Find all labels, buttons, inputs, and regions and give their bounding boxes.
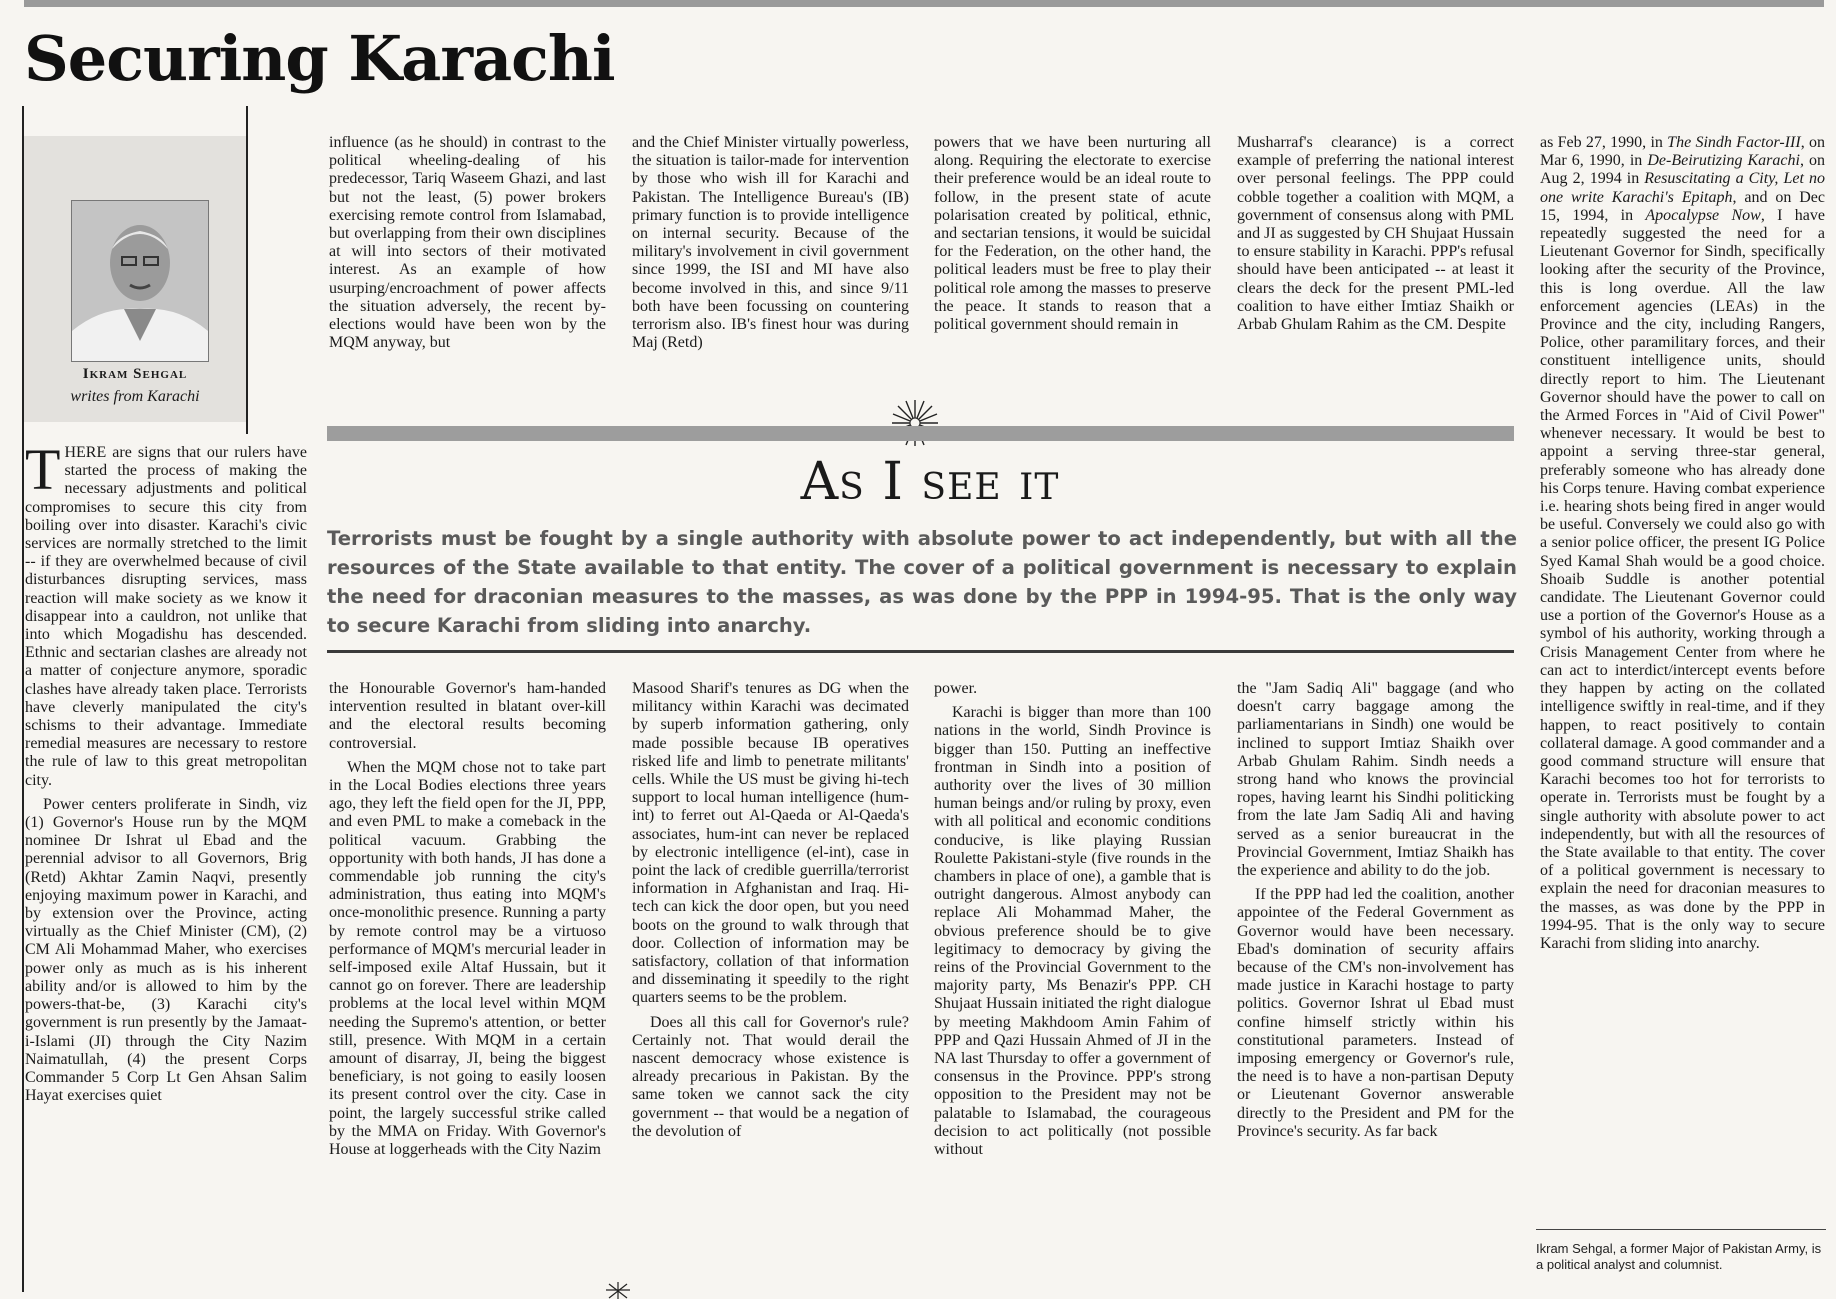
column-5-bottom: the "Jam Sadiq Ali" baggage (and who doesn't carry baggage among the parliamentarians in Sindh) one would be inclined to support Imtiaz Shaikh over Arbab Ghulam Rahim. Sindh needs a strong hand who knows the provincial ropes, having learnt his Sindhi politicking from the late Jam Sadiq Ali and having served as a senior bureaucrat in the Provincial Government, Imtiaz Shaikh has the experience and ability to do the job. If the PPP had led the coalition, another appointee of the Federal Government as Governor would have been necessary. Ebad's domination of security affairs because of the CM's non-involvement has made justice in Karachi hostage to party politics. Governor Ishrat ul Ebad must confine himself strictly within his constitutional parameters. Instead of imposing emergency or Governor's rule, the need is to have a non-partisan Deputy or Lieutenant Governor answerable directly to the President and PM for the Province's security. As far back (1237, 680, 1514, 1140)
column-5-top: Musharraf's clearance) is a correct example of preferring the national interest over personal feelings. The PPP could cobble together a coalition with MQM, a government of consensus along with PML and JI as suggested by CH Shujaat Hussain to ensure stability in Karachi. PPP's refusal should have been anticipated -- at least it clears the deck for the present PML-led coalition to have either Imtiaz Shaikh or Arbab Ghulam Rahim as the CM. Despite (1237, 134, 1514, 334)
author-note: Ikram Sehgal, a former Major of Pakistan Army, is a political analyst and columnist. (1536, 1241, 1822, 1272)
column-4-bottom: power. Karachi is bigger than more than 100 nations in the world, Sindh Province is bigger than 150. Putting an ineffective frontman in Sindh into a position of authority over the lives of 30 million human beings and/or ruling by proxy, even with all political and economic conditions conducive, is like playing Russian Roulette Pakistani-style (five rounds in the chambers in place of one), a gamble that is outright dangerous. Almost anybody can replace Ali Mohammad Maher, the obvious preference should be to give legitimacy to democracy by giving the reins of the Provincial Government to the majority party, Ms Benazir's PPP. CH Shujaat Hussain initiated the right dialogue by meeting Makhdoom Amin Fahim of PPP and Qazi Hussain Ahmed of JI in the NA last Thursday to offer a government of consensus in the Province. PPP's strong opposition to the President may not be palatable to Islamabad, the courageous decision to act politically (not possible without (934, 680, 1211, 1159)
footnote-rule (1536, 1229, 1826, 1230)
byline-separator-rule (246, 106, 248, 434)
column-3-bottom: Masood Sharif's tenures as DG when the militancy within Karachi was decimated by superb information gathering, only made possible because IB operatives risked life and limb to penetrate militants' cells. While the US must be giving hi-tech support to local human intelligence (hum-int) to ferret out Al-Qaeda or Al-Qaeda's associates, hum-int can never be replaced by electronic intelligence (el-int), case in point the lack of credible guerrilla/terrorist information in Afghanistan and Iraq. Hi-tech can kick the door open, but you need boots on the ground to walk through that door. Collection of information may be satisfactory, collation of that information and disseminating it speedily to the right quarters seems to be the problem. Does all this call for Governor's rule? Certainly not. That would derail the nascent democracy whose existence is already precarious in Pakistan. By the same token we cannot sack the city government -- that would be a negation of the devolution of (632, 680, 909, 1140)
paragraph: THERE are signs that our rulers have started the process of making the necessary adjustments and political compromises to secure this city from boiling over into disaster. Karachi's civic services are normally stretched to the limit -- if they are overwhelmed because of civil disturbances disrupting services, mass reaction will make society as we know it disappear into a cauldron, not unlike that into which Mogadishu has descended. Ethnic and sectarian clashes are already not a matter of conjecture anymore, sporadic clashes have already taken place. Terrorists have cleverly manipulated the city's schisms to their advantage. Immediate remedial measures are necessary to restore the rule of law to this great metropolitan city. (25, 444, 307, 789)
paragraph: Power centers proliferate in Sindh, viz (1) Governor's House run by the MQM nominee Dr Ishrat ul Ebad and the perennial advisor to all Governors, Brig (Retd) Akhtar Zamin Naqvi, presently enjoying maximum power in Karachi, and by extension over the Province, acting virtually as the Chief Minister (CM), (2) CM Ali Mohammad Maher, who exercises power only as much as is his inherent ability and/or is allowed to him by the powers-that-be, (3) Karachi city's government is run presently by the Jamaat-i-Islami (JI) through the City Nazim Naimatullah, (4) the present Corps Commander 5 Corp Lt Gen Ahsan Salim Hayat exercises quiet (25, 795, 307, 1105)
author-photo (71, 200, 209, 362)
headline: Securing Karachi (24, 22, 615, 95)
paragraph: as Feb 27, 1990, in The Sindh Factor-III, on Mar 6, 1990, in De-Beirutizing Karachi, on Aug 2, 1994 in Resuscitating a City, Let no one write Karachi's Epitaph, and on Dec 15, 1994, in Apocalypse Now, I have repeatedly suggested the need for a Lieutenant Governor for Sindh, specifically looking after the security of the Province, this is long overdue. All the law enforcement agencies (LEAs) in the Province and the city, including Rangers, Police, other paramilitary forces, and their constituent intelligence units, should directly report to him. The Lieutenant Governor should have the power to call on the Armed Forces in "Aid of Civil Power" whenever necessary. It would be best to appoint a serving three-star general, preferably someone who has already done his Corps tenure. Having combat experience i.e. hearing shots being fired in anger would be useful. Conversely we could also go with a senior police officer, the present IG Police Syed Kamal Shah would be a good choice. Shoaib Suddle is another potential candidate. The Lieutenant Governor could use a portion of the Governor's House as a symbol of his authority, working through a Crisis Management Center from where he can act to interdict/intercept events before they happen by acting on the collated intelligence swiftly in real-time, and if they happen, to react positively to contain collateral damage. A good commander and a good command structure will ensure that Karachi becomes too hot for terrorists to operate in. Terrorists must be fought by a single authority with absolute power to act independently, but with all the resources of the State available to that entity. The cover of a political government is necessary to explain the need for draconian measures to the masses, as was done by the PPP in 1994-95. That is the only way to secure Karachi from sliding into anarchy. (1540, 134, 1825, 952)
column-4-top: powers that we have been nurturing all along. Requiring the electorate to exercise their preference would be an ideal route to follow, in the present state of acute polarisation created by political, ethnic, and sectarian tensions, it would be suicidal for the Federation, on the other hand, the political leaders must be free to play their political role among the masses to preserve the peace. It stands to reason that a political government should remain in (934, 134, 1211, 334)
drop-cap: T (25, 444, 61, 502)
feature-band-bottom-rule (327, 650, 1514, 653)
pull-quote: Terrorists must be fought by a single authority with absolute power to act independently, but with all the resources of the State available to that entity. The cover of a political government is necessary to explain the need for draconian measures to the masses, as was done by the PPP in 1994-95. That is the only way to secure Karachi from sliding into anarchy. (327, 527, 1517, 637)
column-1 (25, 444, 307, 1294)
column-2-top: influence (as he should) in contrast to the political wheeling-dealing of his predecessor, Tariq Waseem Ghazi, and last but not the least, (5) power brokers exercising remote control from Islamabad, but overlapping from their own disciplines at will into sectors of their motivated interest. As an example of how usurping/encroachment of power affects the situation adversely, the recent by-elections would have been won by the MQM anyway, but (329, 134, 606, 352)
column-6 (1540, 134, 1825, 1214)
author-name: Ikram Sehgal (82, 366, 188, 382)
column-3-top: and the Chief Minister virtually powerless, the situation is tailor-made for intervention by those who wish ill for Karachi and Pakistan. The Intelligence Bureau's (IB) primary function is to provide intelligence on internal security. Because of the military's involvement in civil government since 1999, the ISI and MI have also become involved in this, and since 9/11 both have been focussing on countering terrorism also. IB's finest hour was during Maj (Retd) (632, 134, 909, 352)
column-2-bottom: the Honourable Governor's ham-handed intervention resulted in blatant over-kill and the electoral results becoming controversial. When the MQM chose not to take part in the Local Bodies elections three years ago, they left the field open for the JI, PPP, and even PML to make a comeback in the political vacuum. Grabbing the opportunity with both hands, JI has done a commendable job running the city's administration, thus eating into MQM's once-monolithic presence. Running a party by remote control may be a virtuoso performance of MQM's mercurial leader in self-imposed exile Altaf Hussain, but it cannot go on forever. There are leadership problems at the local level within MQM needing the Supremo's attention, or better still, presence. With MQM in a certain amount of disarray, JI, being the biggest beneficiary, is not going to easily loosen its present control over the city. Case in point, the largely successful strike called by the MMA on Friday. With Governor's House at loggerheads with the City Nazim (329, 680, 606, 1159)
author-location: writes from Karachi (70, 388, 200, 405)
top-rule (24, 0, 1824, 7)
feature-title: As I see it (700, 452, 1160, 512)
feature-band (327, 426, 1514, 441)
starburst-icon-bottom (602, 1280, 634, 1299)
